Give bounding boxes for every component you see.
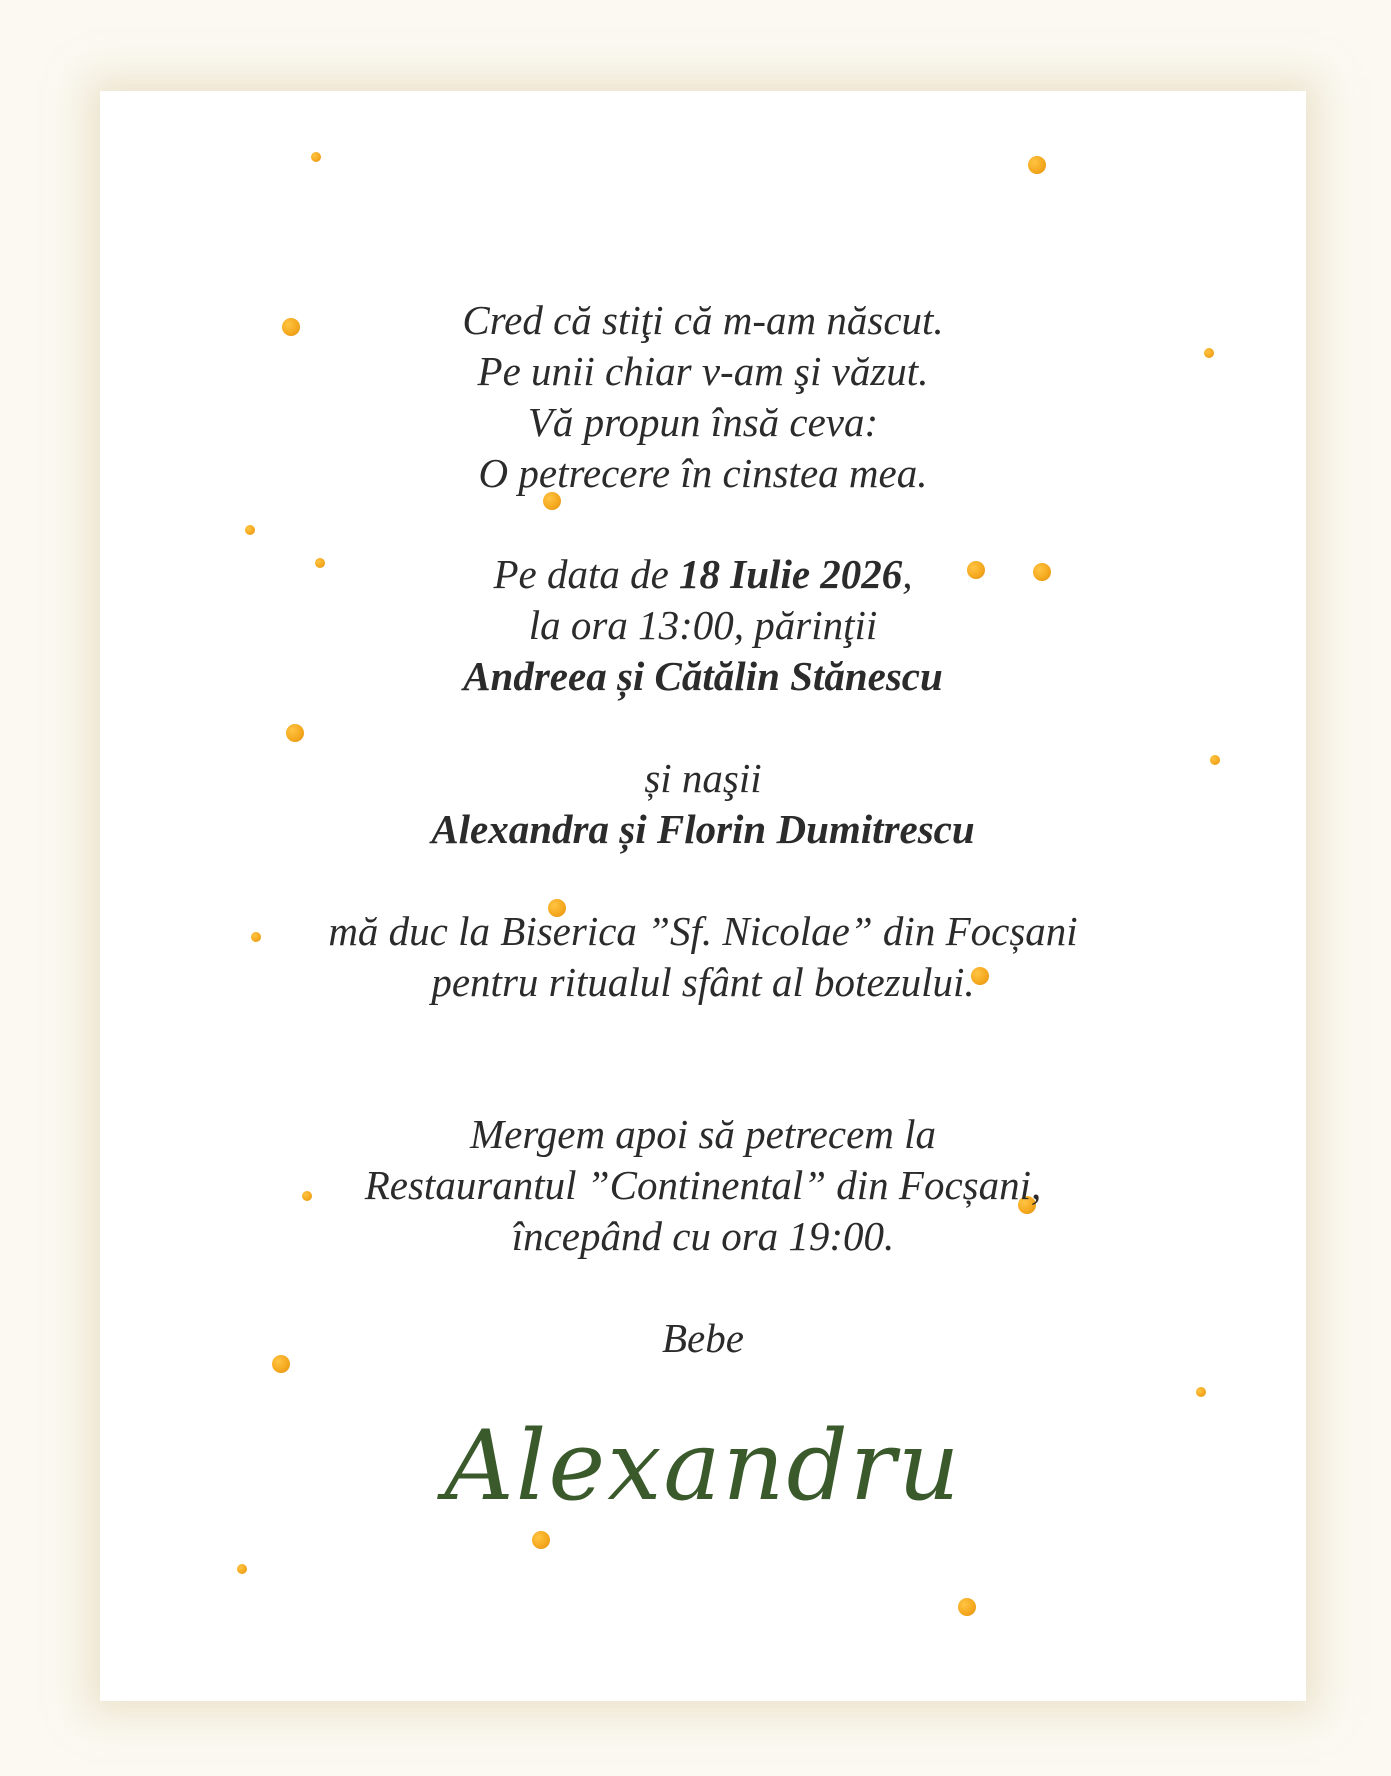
- church-line: pentru ritualul sfânt al botezului.: [431, 959, 975, 1005]
- godparents-names: Alexandra și Florin Dumitrescu: [431, 806, 975, 852]
- date-prefix: Pe data de: [493, 551, 680, 597]
- poem-line: Pe unii chiar v-am şi văzut.: [477, 348, 929, 394]
- poem: [100, 295, 1306, 499]
- party-line: Restaurantul ”Continental” din Focșani,: [364, 1162, 1042, 1208]
- confetti-dot: [237, 1564, 247, 1574]
- invitation-card: [100, 91, 1306, 1701]
- date-block: [100, 549, 1306, 702]
- time-line: la ora 13:00, părinţii: [528, 602, 878, 648]
- party-line: Mergem apoi să petrecem la: [469, 1111, 937, 1157]
- baby-title: [100, 1313, 1306, 1364]
- confetti-dot: [1196, 1387, 1206, 1397]
- confetti-dot: [245, 525, 255, 535]
- church-block: [100, 906, 1306, 1008]
- date-suffix: ,: [902, 551, 913, 597]
- godparents-intro: și naşii: [644, 755, 762, 801]
- church-line: mă duc la Biserica ”Sf. Nicolae” din Focșani: [328, 908, 1078, 954]
- party-line: începând cu ora 19:00.: [511, 1213, 895, 1259]
- confetti-dot: [532, 1531, 550, 1549]
- poem-line: O petrecere în cinstea mea.: [478, 450, 928, 496]
- godparents-block: [100, 753, 1306, 855]
- confetti-dot: [958, 1598, 976, 1616]
- baby-name: Alexandru: [444, 1410, 962, 1522]
- confetti-dot: [1028, 156, 1046, 174]
- party-block: [100, 1109, 1306, 1262]
- poem-line: Vă propun însă ceva:: [527, 399, 879, 445]
- confetti-dot: [286, 724, 304, 742]
- event-date: 18 Iulie 2026: [679, 551, 903, 597]
- confetti-dot: [311, 152, 321, 162]
- poem-line: Cred că stiţi că m-am născut.: [462, 297, 944, 343]
- baby-title-text: Bebe: [662, 1315, 744, 1361]
- parents-names: Andreea și Cătălin Stănescu: [463, 653, 943, 699]
- date-line: [100, 549, 1306, 600]
